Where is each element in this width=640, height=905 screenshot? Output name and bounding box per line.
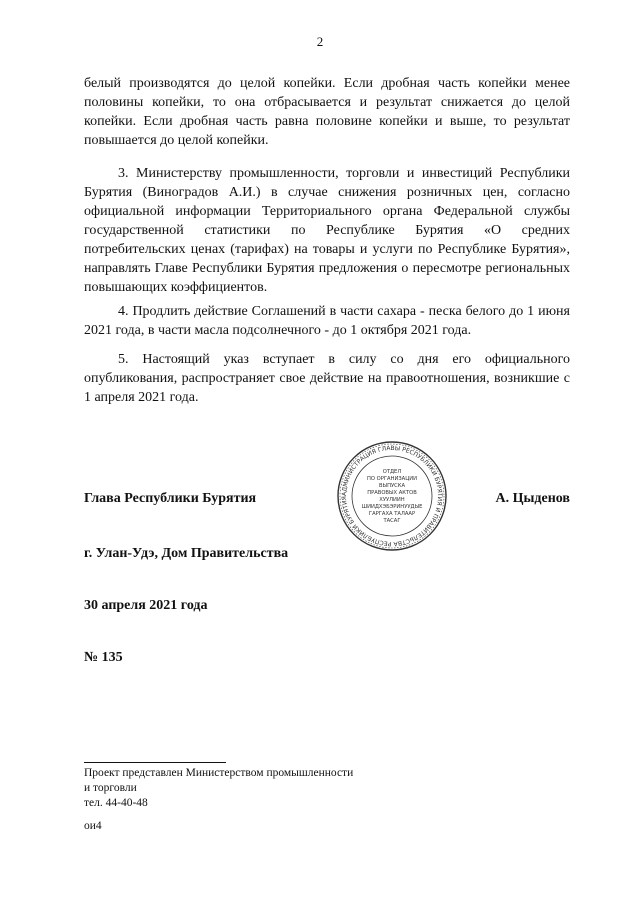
footnote-line: и торговли [84, 782, 137, 794]
signatory-position: Глава Республики Бурятия [84, 491, 257, 506]
paragraph-continuation: белый производятся до целой копейки. Если дробная часть копейки менее половины копейки, то она отбрасывается и результат снижается до целой копейки. Если дробная часть равна половине копейки и выше, то результат повышается до целой копейки. [84, 76, 570, 148]
signatory-name: А. Цыденов [495, 491, 570, 506]
seal-line: ПО ОРГАНИЗАЦИИ [366, 476, 418, 482]
seal-line: ОТДЕЛ [382, 469, 402, 475]
footnote-divider [84, 762, 226, 763]
seal-outer-text: АДМИНИСТРАЦИЯ ГЛАВЫ РЕСПУБЛИКИ БУРЯТИЯ И ПРАВИТЕЛЬСТВА РЕСПУБЛИКИ БУРЯТИЯ [340, 444, 444, 548]
place-of-signing: г. Улан-Удэ, Дом Правительства [84, 546, 289, 561]
decree-date: 30 апреля 2021 года [84, 598, 208, 613]
seal-line: ВЫПУСКА [378, 483, 406, 489]
official-seal [336, 440, 448, 552]
paragraph-3: 3. Министерству промышленности, торговли и инвестиций Республики Бурятия (Виноградов А.И.) в случае снижения розничных цен, согласно официальной информации Территориального органа Федеральной службы государственной статистики по Республике Бурятия «О средних потребительских ценах (тарифах) на товары и услуги по Республике Бурятия», направлять Главе Республики Бурятия предложения о пересмотре региональных повышающих коэффициентов. [84, 166, 570, 295]
page-number: 2 [316, 34, 324, 49]
paragraph-4: 4. Продлить действие Соглашений в части сахара - песка белого до 1 июня 2021 года, в части масла подсолнечного - до 1 октября 2021 года. [84, 304, 570, 338]
decree-number: № 135 [84, 650, 123, 665]
document-code: ои4 [84, 820, 102, 832]
footnote-line: Проект представлен Министерством промышленности [84, 767, 354, 779]
seal-line: ГАРГАХА ТАЛААР [368, 511, 416, 517]
seal-line: ХУУЛИИН [379, 497, 405, 503]
footnote-line: тел. 44-40-48 [84, 797, 148, 809]
seal-line: ШИИДХЭБЭРИНУУДЫЕ [361, 504, 423, 510]
footnote [84, 766, 353, 811]
seal-line: ТАСАГ [383, 518, 401, 524]
seal-line: ПРАВОВЫХ АКТОВ [367, 490, 417, 496]
paragraph-5: 5. Настоящий указ вступает в силу со дня его официального опубликования, распространяет свое действие на правоотношения, возникшие с 1 апреля 2021 года. [84, 352, 570, 405]
